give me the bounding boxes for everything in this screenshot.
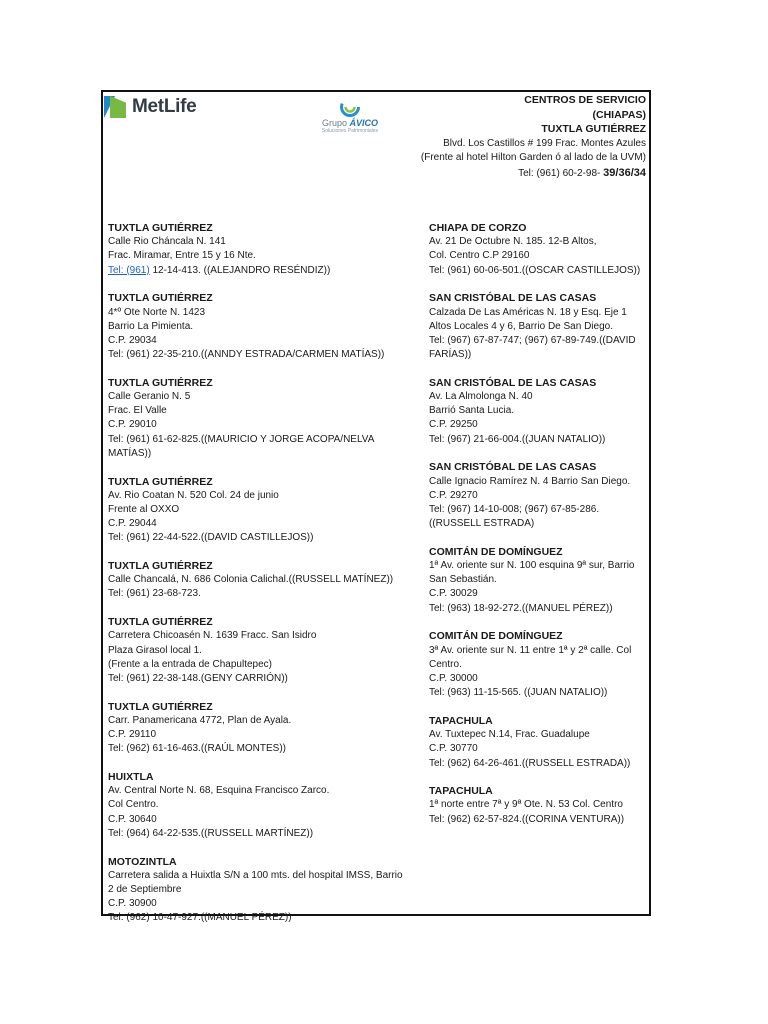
address-line: Av. La Almolonga N. 40 [429,391,533,403]
address-line: C.P. 30029 [429,588,478,600]
address-line: Tel: (963) 11-15-565. ((JUAN NATALIO)) [429,687,608,699]
address-line: Carr. Panamericana 4772, Plan de Ayala. [108,714,292,726]
city-heading: SAN CRISTÓBAL DE LAS CASAS [429,376,597,389]
city-heading: TAPACHULA [429,714,493,727]
city-heading: COMITÁN DE DOMÍNGUEZ [429,545,563,558]
header-city: TUXTLA GUTIÉRREZ [541,123,646,135]
city-heading: TUXTLA GUTIÉRREZ [108,700,213,713]
address-line: Tel: (961) 23-68-723. [108,588,201,600]
address-line: Carretera Chicoasén N. 1639 Fracc. San Isidro [108,630,317,642]
service-center-entry [429,221,646,278]
service-center-entry [429,784,646,827]
service-center-entry [108,700,418,757]
address-line: Tel: (962) 10-47-927.((MANUEL PÉREZ)) [108,912,292,924]
service-center-entry [108,855,418,926]
phone-line [108,264,418,278]
header-block [346,93,646,181]
left-column [108,221,418,939]
service-center-entry [108,291,418,362]
address-line: Tel: (962) 64-26-461.((RUSSELL ESTRADA)) [429,757,631,769]
address-line: Frente al OXXO [108,503,180,515]
avico-tagline: Soluciones Patrimoniales [321,128,379,134]
address-line: Tel: (967) 67-87-747; (967) 67-89-749.((DAVID [429,334,636,346]
city-heading: TAPACHULA [429,785,493,798]
address-line: 3ª Av. oriente sur N. 11 entre 1ª y 2ª calle. Col [429,644,632,656]
address-line: Col. Centro C.P 29160 [429,250,530,262]
city-heading: MOTOZINTLA [108,855,177,868]
address-line: San Sebastián. [429,574,497,586]
header-state: (CHIAPAS) [592,108,646,121]
city-heading: COMITÁN DE DOMÍNGUEZ [429,630,563,643]
city-heading: TUXTLA GUTIÉRREZ [108,376,213,389]
address-line: FARÍAS)) [429,349,472,361]
service-center-entry [429,629,646,700]
address-line: Tel: (961) 22-35-210.((ANNDY ESTRADA/CARMEN MATÍAS)) [108,349,385,361]
address-line: Frac. Miramar, Entre 15 y 16 Nte. [108,250,256,262]
service-center-entry [108,221,418,278]
service-center-entry [108,770,418,841]
right-column [429,221,646,840]
address-line: C.P. 29270 [429,489,478,501]
address-line: Tel: (961) 22-44-522.((DAVID CASTILLEJOS)) [108,532,314,544]
address-line: C.P. 30770 [429,743,478,755]
address-line: Centro. [429,658,462,670]
address-line: 1ª norte entre 7ª y 9ª Ote. N. 53 Col. Centro [429,799,623,811]
city-heading: TUXTLA GUTIÉRREZ [108,292,213,305]
address-line: Av. 21 De Octubre N. 185. 12-B Altos, [429,236,597,248]
service-center-entry [429,376,646,447]
address-line: Av. Central Norte N. 68, Esquina Francisco Zarco. [108,785,330,797]
address-line: C.P. 29250 [429,419,478,431]
header-title: CENTROS DE SERVICIO [524,94,646,106]
service-center-entry [108,475,418,546]
phone-link[interactable]: Tel: (961) [108,264,150,276]
service-center-entry [429,460,646,531]
address-line: Carretera salida a Huixtla S/N a 100 mts. del hospital IMSS, Barrio [108,869,403,881]
address-line: Calle Geranio N. 5 [108,391,191,403]
address-line: Tel: (967) 14-10-008; (967) 67-85-286. [429,503,600,515]
address-line: Av. Rio Coatan N. 520 Col. 24 de junio [108,489,279,501]
header-phone: Tel: (961) 60-2-98- 39/36/34 [518,166,646,179]
address-line: Altos Locales 4 y 6, Barrio De San Diego. [429,320,613,332]
metlife-mark-icon [104,96,126,118]
address-line: Tel: (962) 61-16-463.((RAÚL MONTES)) [108,743,287,755]
header-address: Blvd. Los Castillos # 199 Frac. Montes Azules [443,137,646,149]
address-line: Barrio La Pimienta. [108,320,194,332]
address-line: Calle Chancalá, N. 686 Colonia Calichal.((RUSSELL MATÍNEZ)) [108,574,394,586]
service-center-entry [108,376,418,461]
city-heading: TUXTLA GUTIÉRREZ [108,222,213,234]
address-line: Calzada De Las Américas N. 18 y Esq. Eje 1 [429,306,627,318]
service-center-entry [429,291,646,362]
city-heading: TUXTLA GUTIÉRREZ [108,560,213,573]
city-heading: HUIXTLA [108,771,154,783]
address-line: 1ª Av. oriente sur N. 100 esquina 9ª sur, Barrio [429,560,635,572]
address-line: C.P. 29044 [108,518,157,530]
address-line: Col Centro. [108,799,159,811]
metlife-logo [104,94,196,120]
address-line: Tel: (961) 60-06-501.((OSCAR CASTILLEJOS)) [429,264,641,276]
address-line: Barrió Santa Lucia. [429,405,515,417]
address-line: Tel: (967) 21-66-004.((JUAN NATALIO)) [429,433,606,445]
city-heading: CHIAPA DE CORZO [429,222,527,234]
phone-contact: 12-14-413. ((ALEJANDRO RESÉNDIZ)) [149,264,331,276]
address-line: Tel: (964) 64-22-535.((RUSSELL MARTÍNEZ)) [108,827,314,839]
service-center-entry [108,559,418,602]
address-line: C.P. 30900 [108,898,157,910]
address-line: Calle Ignacio Ramírez N. 4 Barrio San Diego. [429,475,631,487]
address-line: Tel: (961) 22-38-148.(GENY CARRIÓN)) [108,672,288,684]
address-line: Plaza Girasol local 1. [108,644,202,656]
address-line: C.P. 30640 [108,813,157,825]
address-line: C.P. 30000 [429,672,478,684]
address-line: Av. Tuxtepec N.14, Frac. Guadalupe [429,729,590,741]
address-line: (Frente a la entrada de Chapultepec) [108,658,272,670]
metlife-wordmark: MetLife [132,96,197,117]
avico-name: Grupo ÁVICO [321,118,379,128]
city-heading: SAN CRISTÓBAL DE LAS CASAS [429,292,597,305]
address-line: 2 de Septiembre [108,883,182,895]
address-line: Tel: (961) 61-62-825.((MAURICIO Y JORGE ACOPA/NELVA MATÍAS)) [108,433,374,459]
address-line: ((RUSSELL ESTRADA) [429,518,535,530]
address-line: Tel: (963) 18-92-272.((MANUEL PÉREZ)) [429,602,613,614]
city-heading: TUXTLA GUTIÉRREZ [108,616,213,629]
service-center-entry [108,615,418,686]
address-line: Frac. El Valle [108,405,167,417]
address-line: Tel: (962) 62-57-824.((CORINA VENTURA)) [429,813,625,825]
address-line: 4*º Ote Norte N. 1423 [108,306,206,318]
address-line: C.P. 29034 [108,334,157,346]
address-line: C.P. 29110 [108,729,157,741]
city-heading: SAN CRISTÓBAL DE LAS CASAS [429,461,597,474]
service-center-entry [429,714,646,771]
service-center-entry [429,545,646,616]
city-heading: TUXTLA GUTIÉRREZ [108,475,213,488]
address-line: Calle Rio Cháncala N. 141 [108,236,226,248]
header-reference: (Frente al hotel Hilton Garden ó al lado de la UVM) [420,152,646,163]
address-line: C.P. 29010 [108,419,157,431]
